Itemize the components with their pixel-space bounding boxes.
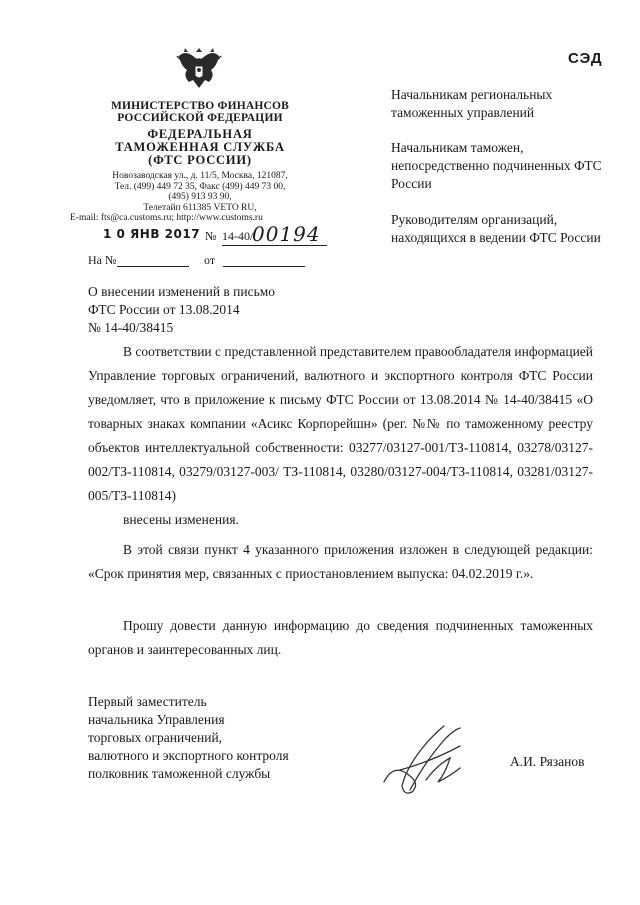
- address-line: Тел. (499) 449 72 35, Факс (499) 449 73 00,: [114, 181, 286, 192]
- service-name: [95, 128, 305, 167]
- subject-line: ФТС России от 13.08.2014: [88, 302, 240, 317]
- title-line: Первый заместитель: [88, 694, 207, 709]
- body-paragraph-1: [88, 340, 593, 532]
- title-line: валютного и экспортного контроля: [88, 748, 289, 763]
- from-line: [223, 266, 305, 267]
- addressee: Начальникам региональных таможенных управлений: [391, 87, 553, 120]
- title-line: начальника Управления: [88, 712, 225, 727]
- service-line: ФЕДЕРАЛЬНАЯ: [147, 127, 253, 141]
- document-marker: СЭД: [568, 50, 603, 67]
- title-line: торговых ограничений,: [88, 730, 223, 745]
- email-line: E-mail: fts@ca.customs.ru; http://www.customs.ru: [70, 213, 263, 223]
- paragraph-text: В соответствии с представленной представителем правообладателя информацией Управление торговых ограничений, валютного и экспортного контроля ФТС России уведомляет, что в приложение к письму ФТС России от 13.08.2014 № 14-40/38415 «О товарных знаках компании «Асикс Корпорейшн» (рег. №№ по таможенному реестру объектов интеллектуальной собственности: 03277/03127-001/ТЗ-110814, 03278/03127-002/ТЗ-110814, 03279/03127-003/ ТЗ-110814, 03280/03127-004/ТЗ-110814, 03281/03127-005/ТЗ-110814): [88, 344, 594, 503]
- ministry-name: [95, 100, 305, 124]
- title-line: полковник таможенной службы: [88, 766, 271, 781]
- paragraph-ending: внесены изменения.: [123, 512, 239, 527]
- address-block: [90, 171, 310, 213]
- date-stamp: 1 0 ЯНВ 2017: [103, 227, 201, 241]
- service-line: ТАМОЖЕННАЯ СЛУЖБА: [115, 140, 285, 154]
- service-line: (ФТС РОССИИ): [148, 153, 252, 167]
- address-line: (495) 913 93 90,: [168, 192, 232, 202]
- double-headed-eagle-emblem-icon: [175, 42, 223, 94]
- from-label: от: [204, 253, 216, 267]
- subject: [88, 283, 318, 337]
- ministry-line: РОССИЙСКОЙ ФЕДЕРАЦИИ: [117, 112, 283, 124]
- signatory-title: [88, 693, 348, 783]
- addressee: Руководителям организаций, находящихся в ведении ФТС России: [391, 212, 601, 245]
- number-printed: 14-40/: [222, 229, 254, 243]
- handwritten-signature: [370, 720, 480, 800]
- body-paragraph-3: Прошу довести данную информацию до сведения подчиненных таможенных органов и заинтересованных лиц.: [88, 618, 593, 657]
- address-line: Новозаводская ул., д. 11/5, Москва, 121087,: [112, 171, 288, 181]
- address-line: Телетайп 611385 VETO RU,: [143, 202, 257, 213]
- ministry-line: МИНИСТЕРСТВО ФИНАНСОВ: [110, 100, 290, 112]
- addressee: Начальникам таможен, непосредственно подчиненных ФТС России: [391, 140, 602, 191]
- signer-name: А.И. Рязанов: [510, 754, 585, 769]
- subject-line: О внесении изменений в письмо: [88, 284, 276, 299]
- subject-line: № 14-40/38415: [88, 320, 174, 335]
- body-paragraph-2: В этой связи пункт 4 указанного приложения изложен в следующей редакции: «Срок принятия мер, связанных с приостановлением выпуска: 04.02.2019 г.».: [88, 542, 593, 581]
- number-handwritten: 00194: [252, 222, 321, 246]
- reply-to-line: [117, 266, 189, 267]
- number-underline: [222, 245, 327, 246]
- reply-to-label: На №: [88, 253, 117, 267]
- number-label: №: [205, 229, 217, 243]
